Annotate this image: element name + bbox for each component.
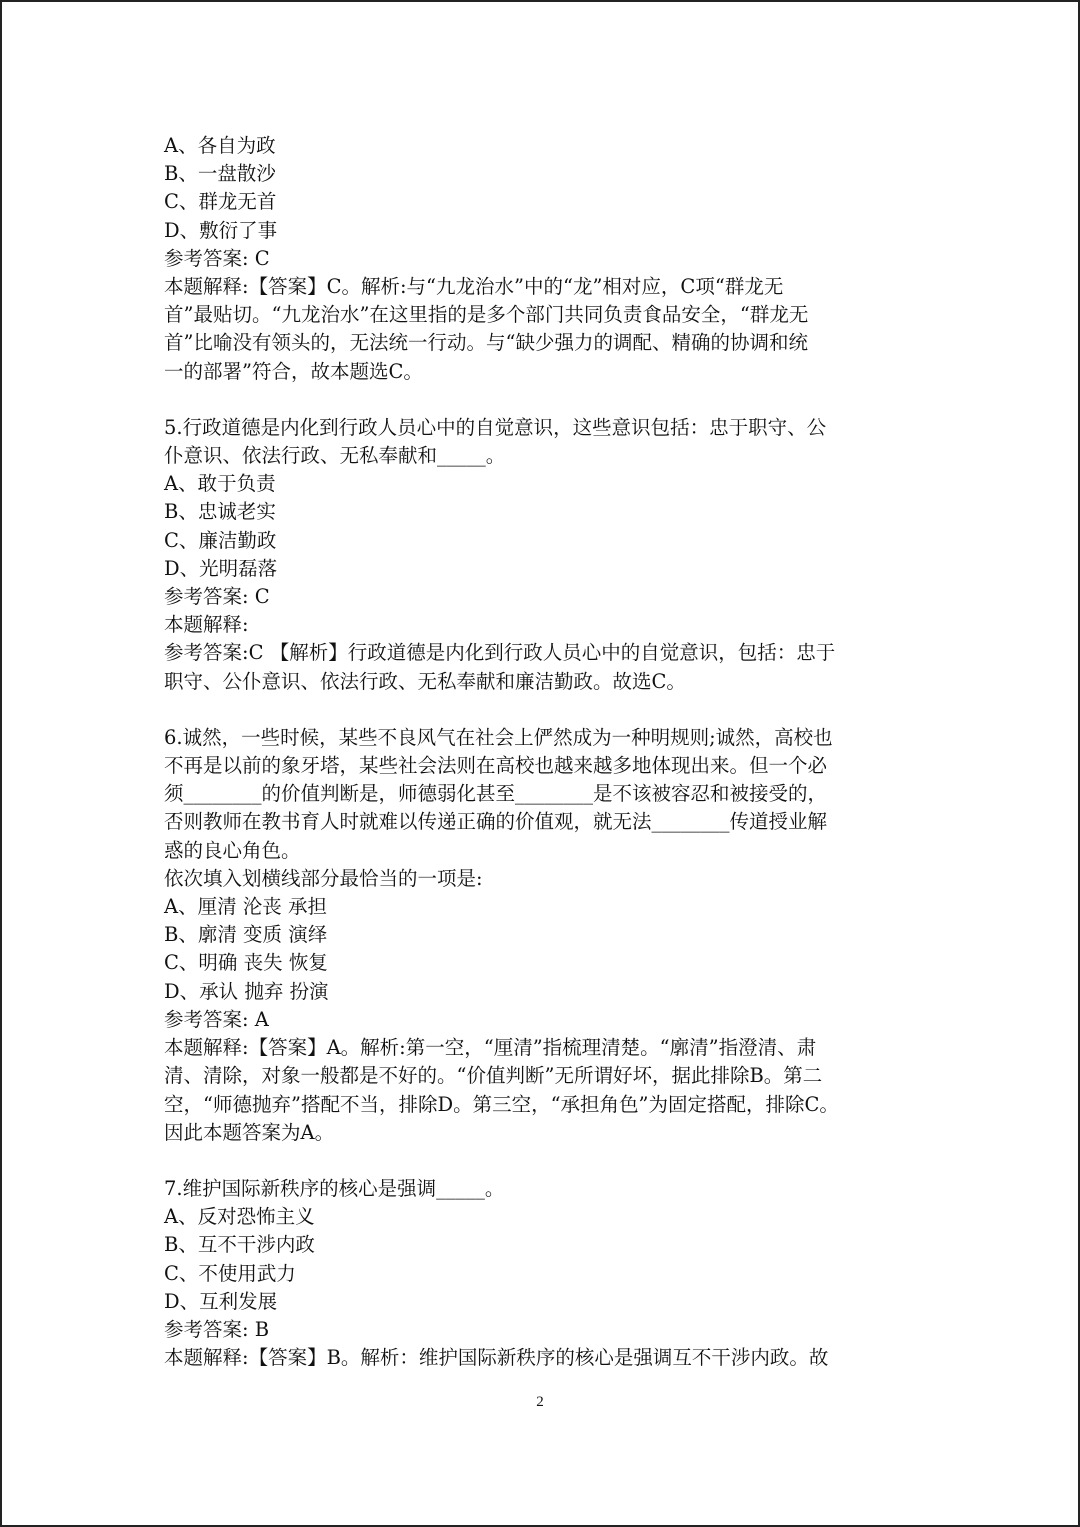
text-line: D、承认 抛弃 扮演 [164,979,329,1003]
text-line: B、廓清 变质 演绎 [164,923,328,947]
text-line: 一的部署”符合，故本题选C。 [164,359,423,383]
text-line: 6.诚然，一些时候，某些不良风气在社会上俨然成为一种明规则;诚然，高校也 [164,725,833,749]
text-line: B、忠诚老实 [164,500,276,524]
text-line: 惑的良心角色。 [164,838,301,862]
text-line: 空，“师德抛弃”搭配不当，排除D。第三空，“承担角色”为固定搭配，排除C。 [164,1092,839,1116]
text-line: 本题解释:【答案】A。解析:第一空，“厘清”指梳理清楚。“廓清”指澄清、肃 [164,1036,817,1060]
question-block [164,724,924,1147]
text-line: C、不使用武力 [164,1261,296,1285]
text-line: 首”比喻没有领头的，无法统一行动。与“缺少强力的调配、精确的协调和统 [164,331,808,355]
text-line: 清、清除，对象一般都是不好的。“价值判断”无所谓好坏，据此排除B。第二 [164,1064,823,1088]
text-line: D、互利发展 [164,1289,278,1313]
block-gap [164,386,924,414]
text-line: B、互不干涉内政 [164,1233,315,1257]
text-line: 依次填入划横线部分最恰当的一项是: [164,866,483,890]
page-number: 2 [536,1394,544,1410]
text-line: C、明确 丧失 恢复 [164,951,328,975]
text-line: C、廉洁勤政 [164,528,277,552]
text-line: 参考答案: C [164,585,270,609]
block-gap [164,696,924,724]
text-line: 参考答案: B [164,1317,270,1341]
text-line: 职守、公仆意识、依法行政、无私奉献和廉洁勤政。故选C。 [164,669,686,693]
text-line: 参考答案: A [164,1007,269,1031]
question-block [164,1175,924,1372]
block-gap [164,1147,924,1175]
text-line: 因此本题答案为A。 [164,1120,335,1144]
text-line: A、各自为政 [164,134,276,157]
question-block [164,414,924,696]
text-line: 本题解释:【答案】B。解析：维护国际新秩序的核心是强调互不干涉内政。故 [164,1346,829,1370]
text-line: C、群龙无首 [164,190,277,214]
text-line: A、敢于负责 [164,472,276,496]
text-line: 不再是以前的象牙塔，某些社会法则在高校也越来越多地体现出来。但一个必 [164,754,828,778]
text-line: 本题解释:【答案】C。解析:与“九龙治水”中的“龙”相对应，C项“群龙无 [164,275,784,299]
text-line: 否则教师在教书育人时就难以传递正确的价值观，就无法________传道授业解 [164,810,828,834]
text-line: 本题解释: [164,613,249,637]
text-line: 参考答案:C 【解析】行政道德是内化到行政人员心中的自觉意识，包括：忠于 [164,641,836,665]
text-line: A、厘清 沦丧 承担 [164,895,327,919]
text-line: 5.行政道德是内化到行政人员心中的自觉意识，这些意识包括：忠于职守、公 [164,415,827,439]
page-content [164,132,924,1372]
text-line: 首”最贴切。“九龙治水”在这里指的是多个部门共同负责食品安全，“群龙无 [164,303,809,327]
text-line: 7.维护国际新秩序的核心是强调_____。 [164,1176,505,1200]
text-line: 参考答案: C [164,246,270,270]
question-block [164,132,924,386]
text-line: D、光明磊落 [164,556,278,580]
text-line: D、敷衍了事 [164,218,278,242]
text-line: A、反对恐怖主义 [164,1205,315,1229]
text-line: 仆意识、依法行政、无私奉献和_____。 [164,444,506,468]
text-line: 须________的价值判断是，师德弱化甚至________是不该被容忍和被接受的， [164,782,828,806]
text-line: B、一盘散沙 [164,162,276,186]
